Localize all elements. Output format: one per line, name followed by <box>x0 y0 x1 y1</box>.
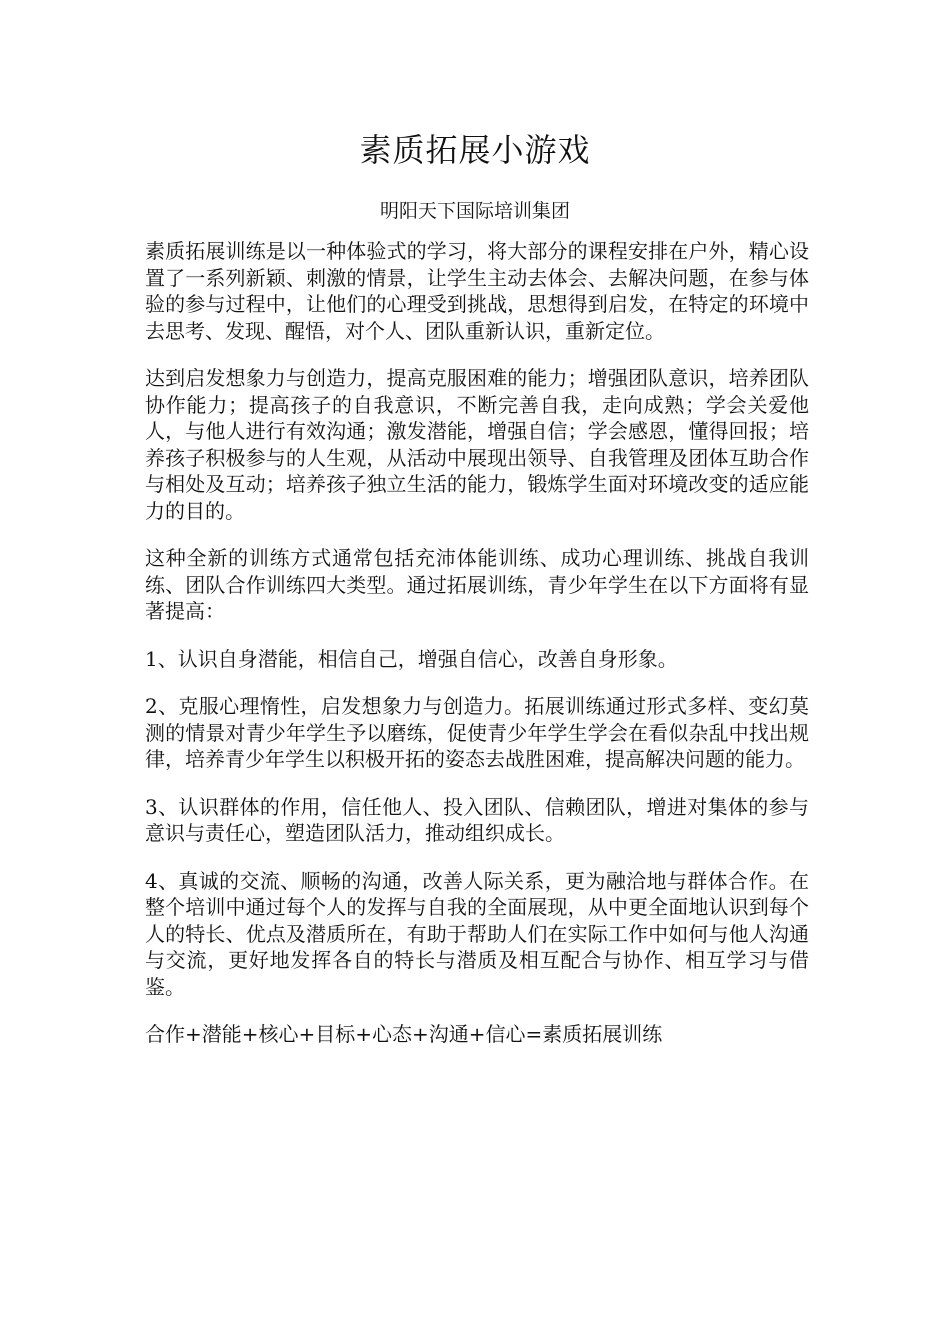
paragraph-types: 这种全新的训练方式通常包括充沛体能训练、成功心理训练、挑战自我训练、团队合作训练四大类型。通过拓展训练，青少年学生在以下方面将有显著提高： <box>145 546 809 623</box>
document-title: 素质拓展小游戏 <box>359 131 591 169</box>
document-body <box>145 238 809 1069</box>
paragraph-formula: 合作+潜能+核心+目标+心态+沟通+信心=素质拓展训练 <box>145 1022 663 1046</box>
paragraph-point-1: 1、认识自身潜能，相信自己，增强自信心，改善自身形象。 <box>145 646 678 671</box>
paragraph-point-3: 3、认识群体的作用，信任他人、投入团队、信赖团队，增进对集体的参与意识与责任心，塑造团队活力，推动组织成长。 <box>145 794 809 845</box>
paragraph-intro: 素质拓展训练是以一种体验式的学习，将大部分的课程安排在户外，精心设置了一系列新颖、刺激的情景，让学生主动去体会、去解决问题，在参与体验的参与过程中，让他们的心理受到挑战，思想得到启发，在特定的环境中去思考、发现、醒悟，对个人、团队重新认识，重新定位。 <box>145 239 809 343</box>
paragraph-point-2: 2、克服心理惰性，启发想象力与创造力。拓展训练通过形式多样、变幻莫测的情景对青少年学生予以磨练，促使青少年学生学会在看似杂乱中找出规律，培养青少年学生以积极开拓的姿态去战胜困难，提高解决问题的能力。 <box>145 694 809 771</box>
paragraph-point-4: 4、真诚的交流、顺畅的沟通，改善人际关系，更为融洽地与群体合作。在整个培训中通过每个人的发挥与自我的全面展现，从中更全面地认识到每个人的特长、优点及潜质所在，有助于帮助人们在实际工作中如何与他人沟通与交流，更好地发挥各自的特长与潜质及相互配合与协作、相互学习与借鉴。 <box>145 868 809 999</box>
paragraph-goals: 达到启发想象力与创造力，提高克服困难的能力；增强团队意识，培养团队协作能力；提高孩子的自我意识，不断完善自我，走向成熟；学会关爱他人，与他人进行有效沟通；激发潜能，增强自信；学会感恩，懂得回报；培养孩子积极参与的人生观，从活动中展现出领导、自我管理及团体互助合作与相处及互动；培养孩子独立生活的能力，锻炼学生面对环境改变的适应能力的目的。 <box>145 366 809 523</box>
document-subtitle: 明阳天下国际培训集团 <box>379 200 570 222</box>
